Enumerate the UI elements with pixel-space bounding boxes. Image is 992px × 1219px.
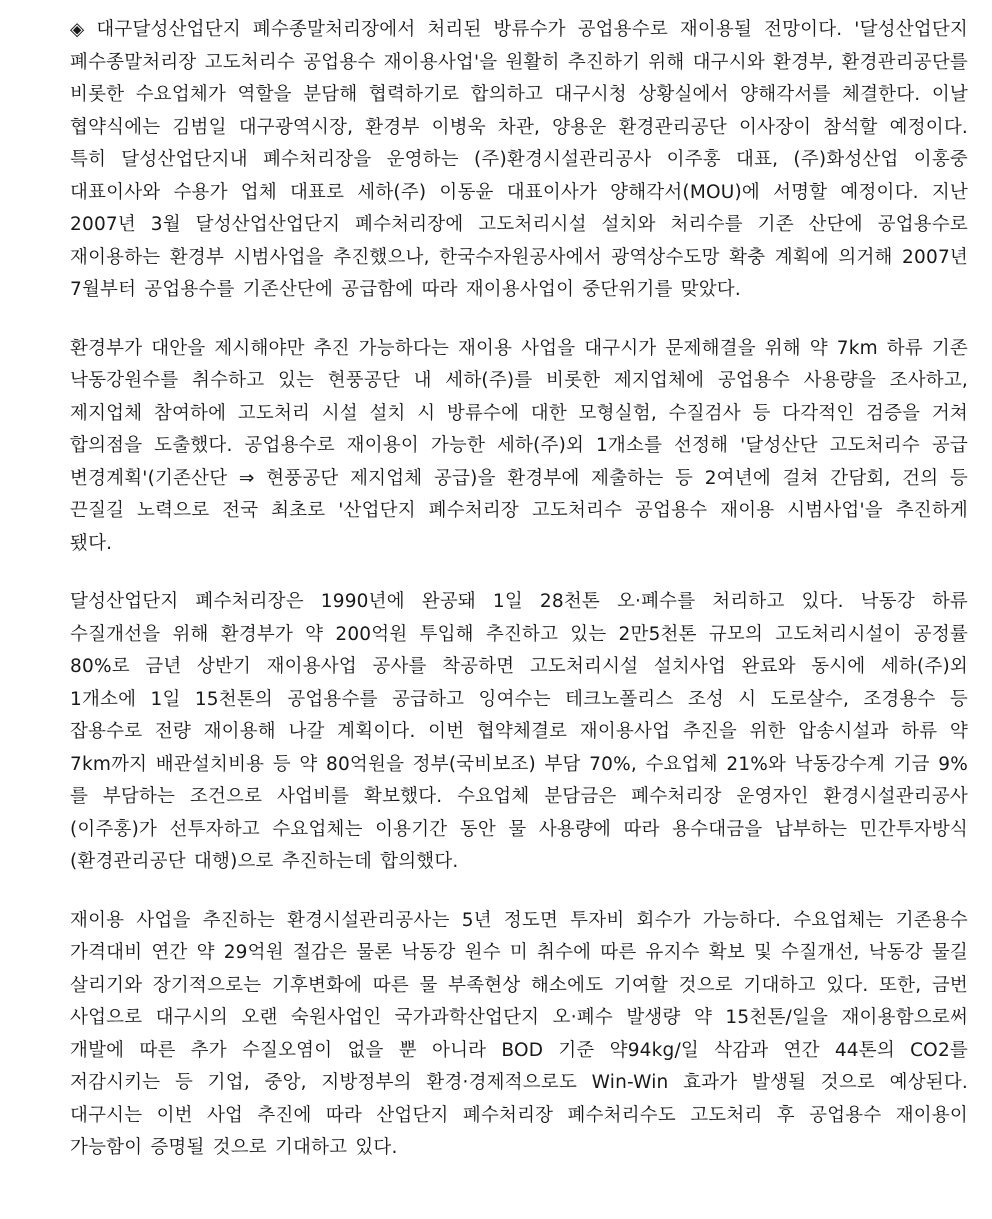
paragraph-4: 재이용 사업을 추진하는 환경시설관리공사는 5년 정도면 투자비 회수가 가능하다. 수요업체는 기존용수 가격대비 연간 약 29억원 절감은 물론 낙동강 원수 미 취수에 따른 유지수 확보 및 수질개선, 낙동강 물길 살리기와 장기적으로는 기후변화에 따른 물 부족현상 해소에도 기여할 것으로 기대하고 있다. 또한, 금번 사업으로 대구시의 오랜 숙원사업인 국가과학산업단지 오·폐수 발생량 약 15천톤/일을 재이용함으로써 개발에 따른 추가 수질오염이 없을 뿐 아니라 BOD 기준 약94kg/일 삭감과 연간 44톤의 CO2를 저감시키는 등 기업, 중앙, 지방정부의 환경·경제적으로도 Win-Win 효과가 발생될 것으로 예상된다. 대구시는 이번 사업 추진에 따라 산업단지 폐수처리장 폐수처리수도 고도처리 후 공업용수 재이용이 가능함이 증명될 것으로 기대하고 있다. [70, 909, 968, 1158]
paragraph-3: 달성산업단지 폐수처리장은 1990년에 완공돼 1일 28천톤 오·폐수를 처리하고 있다. 낙동강 하류 수질개선을 위해 환경부가 약 200억원 투입해 추진하고 있는 2만5천톤 규모의 고도처리시설이 공정률 80%로 금년 상반기 재이용사업 공사를 착공하면 고도처리시설 설치사업 완료와 동시에 세하(주)외 1개소에 1일 15천톤의 공업용수를 공급하고 잉여수는 테크노폴리스 조성 시 도로살수, 조경용수 등 잡용수로 전량 재이용해 나갈 계획이다. 이번 협약체결로 재이용사업 추진을 위한 압송시설과 하류 약 7km까지 배관설치비용 등 약 80억원을 정부(국비보조) 부담 70%, 수요업체 21%와 낙동강수계 기금 9%를 부담하는 조건으로 사업비를 확보했다. 수요업체 분담금은 폐수처리장 운영자인 환경시설관리공사(이주홍)가 선투자하고 수요업체는 이용기간 동안 물 사용량에 따라 용수대금을 납부하는 민간투자방식(환경관리공단 대행)으로 추진하는데 합의했다. [70, 591, 968, 872]
paragraph-2: 환경부가 대안을 제시해야만 추진 가능하다는 재이용 사업을 대구시가 문제해결을 위해 약 7km 하류 기존 낙동강원수를 취수하고 있는 현풍공단 내 세하(주)를 비롯한 제지업체에 공업용수 사용량을 조사하고, 제지업체 참여하에 고도처리 시설 설치 시 방류수에 대한 모형실험, 수질검사 등 다각적인 검증을 거쳐 합의점을 도출했다. 공업용수로 재이용이 가능한 세하(주)외 1개소를 선정해 '달성산단 고도처리수 공급 변경계획'(기존산단 ⇒ 현풍공단 제지업체 공급)을 환경부에 제출하는 등 2여년에 걸쳐 간담회, 건의 등 끈질길 노력으로 전국 최초로 '산업단지 폐수처리장 고도처리수 공업용수 재이용 시범사업'을 추진하게 됐다. [70, 337, 968, 554]
paragraph-1: ◈ 대구달성산업단지 폐수종말처리장에서 처리된 방류수가 공업용수로 재이용될 전망이다. '달성산업단지 폐수종말처리장 고도처리수 공업용수 재이용사업'을 원활히 추진하기 위해 대구시와 환경부, 환경관리공단를 비롯한 수요업체가 역할을 분담해 협력하기로 합의하고 대구시청 상황실에서 양해각서를 체결한다. 이날 협약식에는 김범일 대구광역시장, 환경부 이병욱 차관, 양용운 환경관리공단 이사장이 참석할 예정이다. 특히 달성산업단지내 폐수처리장을 운영하는 (주)환경시설관리공사 이주홍 대표, (주)화성산업 이홍중 대표이사와 수용가 업체 대표로 세하(주) 이동윤 대표이사가 양해각서(MOU)에 서명할 예정이다. 지난 2007년 3월 달성산업산업단지 폐수처리장에 고도처리시설 설치와 처리수를 기존 산단에 공업용수로 재이용하는 환경부 시범사업을 추진했으나, 한국수자원공사에서 광역상수도망 확충 계획에 의거해 2007년 7월부터 공업용수를 기존산단에 공급함에 따라 재이용사업이 중단위기를 맞았다. [70, 19, 968, 300]
document-body [70, 14, 968, 1165]
